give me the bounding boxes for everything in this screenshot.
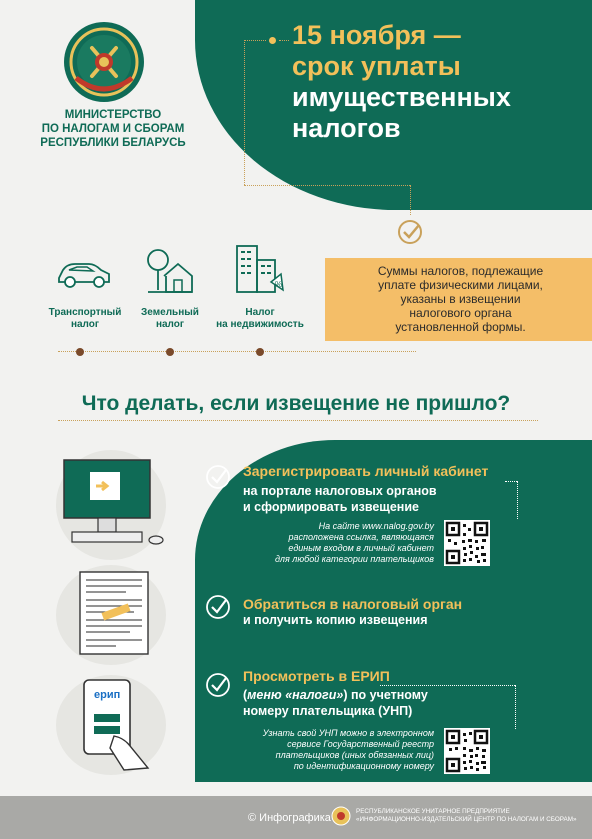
tax-label-property xyxy=(210,307,310,331)
ministry-line: ПО НАЛОГАМ И СБОРАМ xyxy=(41,123,185,135)
tax-label-line: Земельный xyxy=(141,307,199,318)
computer-icon xyxy=(60,458,170,550)
tax-label-line: Транспортный xyxy=(48,307,122,318)
notice-line: уплате физическими лицами, xyxy=(378,278,543,292)
step-sub-text: ) по учетному xyxy=(343,688,428,702)
step-sub-line: и получить копию извещения xyxy=(243,613,428,627)
check-circle-icon xyxy=(205,672,231,698)
headline-line: имущественных xyxy=(292,82,511,112)
decor-dot xyxy=(166,348,174,356)
headline-line: срок уплаты xyxy=(292,51,461,81)
decor-dotted-line xyxy=(515,685,516,729)
step-note-line: Узнать свой УНП можно в электронном xyxy=(262,728,434,738)
notice-line: Суммы налогов, подлежащие xyxy=(377,264,544,278)
step-note-line: по идентификационному номеру xyxy=(293,761,434,771)
step-3-note xyxy=(244,728,434,772)
decor-dotted-line xyxy=(244,40,245,185)
car-icon xyxy=(55,256,113,290)
ministry-name xyxy=(38,108,188,150)
document-icon xyxy=(78,570,150,656)
step-note-line: единым входом в личный кабинет xyxy=(288,543,434,553)
notice-text xyxy=(348,264,573,334)
tax-label-line: налог xyxy=(70,319,100,330)
ministry-emblem-icon xyxy=(62,20,146,104)
tax-label-line: Налог xyxy=(245,307,275,318)
question-heading: Что делать, если извещение не пришло? xyxy=(81,392,511,415)
notice-line: установленной формы. xyxy=(395,320,526,334)
decor-dot xyxy=(269,37,276,44)
footer-copyright: © Инфографика xyxy=(248,812,331,824)
svg-text:%: % xyxy=(275,280,283,289)
step-sub-line xyxy=(243,687,543,703)
step-1-title: Зарегистрировать личный кабинет xyxy=(243,463,489,479)
check-circle-icon xyxy=(205,464,231,490)
step-note-line: сервисе Государственный реестр xyxy=(287,739,434,749)
footer-publisher-line: «ИНФОРМАЦИОННО-ИЗДАТЕЛЬСКИЙ ЦЕНТР ПО НАЛОГАМ И СБОРАМ» xyxy=(356,816,577,823)
publisher-logo-icon xyxy=(331,806,351,826)
tax-label-line: налог xyxy=(155,319,185,330)
decor-dotted-line xyxy=(244,40,266,41)
footer-publisher-line: РЕСПУБЛИКАНСКОЕ УНИТАРНОЕ ПРЕДПРИЯТИЕ xyxy=(356,808,510,815)
step-sub-line: и сформировать извещение xyxy=(243,500,419,514)
decor-dot xyxy=(256,348,264,356)
decor-dot xyxy=(76,348,84,356)
step-2-title: Обратиться в налоговый орган xyxy=(243,596,463,612)
step-2-subtitle xyxy=(243,612,543,628)
step-3-title: Просмотреть в ЕРИП xyxy=(243,668,390,684)
decor-dotted-line xyxy=(58,351,416,352)
tax-label-transport xyxy=(40,307,130,331)
footer-publisher xyxy=(356,808,586,824)
headline-date: 15 ноября — xyxy=(292,20,461,50)
notice-line: указаны в извещении xyxy=(400,292,521,306)
tax-label-land xyxy=(130,307,210,331)
step-note-line: расположена ссылка, являющаяся xyxy=(288,532,434,542)
check-circle-icon xyxy=(205,594,231,620)
notice-line: налогового органа xyxy=(409,306,512,320)
house-tree-icon xyxy=(144,246,194,296)
step-sub-text: ( xyxy=(243,688,248,702)
headline xyxy=(292,20,582,144)
step-note-line: плательщиков (иных обязанных лиц) xyxy=(275,750,434,760)
step-note-line: для любой категории плательщиков xyxy=(274,554,434,564)
decor-dotted-line xyxy=(517,481,518,519)
step-1-subtitle xyxy=(243,483,543,515)
qr-code-icon[interactable] xyxy=(444,520,490,566)
headline-line: налогов xyxy=(292,113,401,143)
qr-code-icon[interactable] xyxy=(444,728,490,774)
ministry-line: МИНИСТЕРСТВО xyxy=(64,109,162,121)
step-note-line: На сайте www.nalog.gov.by xyxy=(318,521,434,531)
erip-label: ерип xyxy=(94,689,121,701)
step-sub-line: на портале налоговых органов xyxy=(243,484,437,498)
decor-dotted-line xyxy=(380,685,515,686)
decor-dotted-line xyxy=(244,185,410,186)
decor-dotted-line xyxy=(410,185,411,215)
tax-label-line: на недвижимость xyxy=(216,319,304,330)
step-1-note xyxy=(258,521,434,565)
step-sub-line: номеру плательщика (УНП) xyxy=(243,704,413,718)
building-icon xyxy=(233,242,285,296)
decor-dotted-line xyxy=(58,420,538,421)
ministry-line: РЕСПУБЛИКИ БЕЛАРУСЬ xyxy=(40,137,186,149)
decor-dotted-line xyxy=(505,481,517,482)
check-circle-icon xyxy=(396,218,424,246)
step-3-subtitle xyxy=(243,687,543,719)
step-sub-emphasis: меню «налоги» xyxy=(247,688,344,702)
decor-dotted-line xyxy=(279,40,289,41)
